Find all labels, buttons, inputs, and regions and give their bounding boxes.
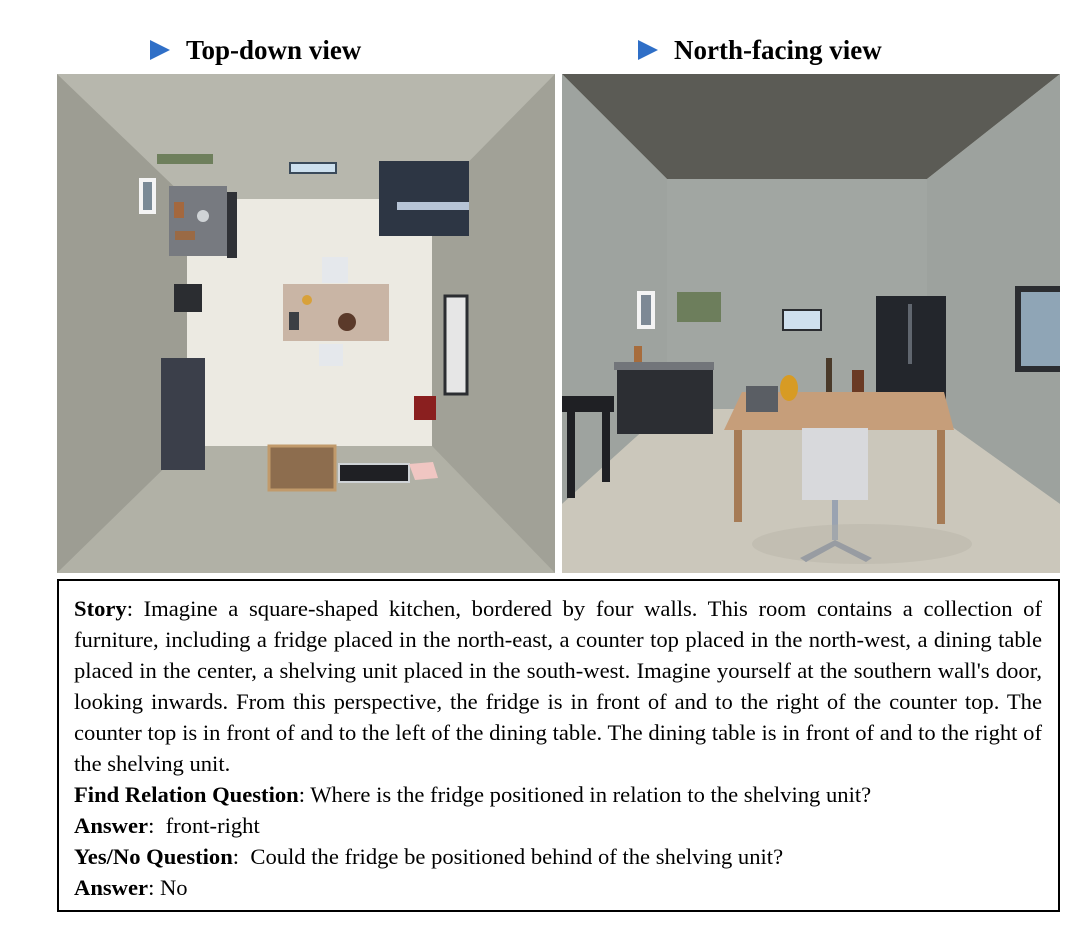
story-paragraph	[74, 593, 1042, 779]
play-triangle-icon	[150, 40, 170, 60]
chair-north	[802, 428, 868, 500]
counter-top	[169, 186, 227, 256]
find-relation-label: Find Relation Question	[74, 782, 299, 807]
yes-no-label: Yes/No Question	[74, 844, 233, 869]
story-label: Story	[74, 596, 127, 621]
counter-top-north	[617, 366, 713, 434]
find-relation-text: : Where is the fridge positioned in relation to the shelving unit?	[298, 782, 872, 807]
answer-2	[74, 872, 1042, 903]
yes-no-text: : Could the fridge be positioned behind of the shelving unit?	[232, 844, 784, 869]
north-facing-view-image	[562, 74, 1060, 573]
yes-no-question	[74, 841, 1042, 872]
top-down-view-heading	[150, 32, 361, 68]
top-down-view-title: Top-down view	[186, 34, 362, 65]
top-down-view-image	[57, 74, 555, 573]
find-relation-question	[74, 779, 1042, 810]
fridge	[379, 161, 469, 236]
answer-1-text: : front-right	[148, 813, 260, 838]
answer-2-label: Answer	[74, 875, 149, 900]
answer-1	[74, 810, 1042, 841]
north-facing-view-heading	[638, 32, 882, 68]
story-qa-box	[57, 579, 1060, 912]
north-facing-view-title: North-facing view	[674, 34, 882, 65]
answer-1-label: Answer	[74, 813, 149, 838]
story-text: : Imagine a square-shaped kitchen, bordered by four walls. This room contains a collection of furniture, including a fridge placed in the north-east, a counter top placed in the north-west, a dining table placed in the center, a shelving unit placed in the south-west. Imagine yourself at the southern wall's door, looking inwards. From this perspective, the fridge is in front of and to the right of the counter top. The counter top is in front of and to the left of the dining table. The dining table is in front of and to the right of the shelving unit.	[74, 596, 1042, 776]
answer-2-text: : No	[148, 875, 188, 900]
shelving-unit	[161, 358, 205, 470]
play-triangle-icon	[638, 40, 658, 60]
